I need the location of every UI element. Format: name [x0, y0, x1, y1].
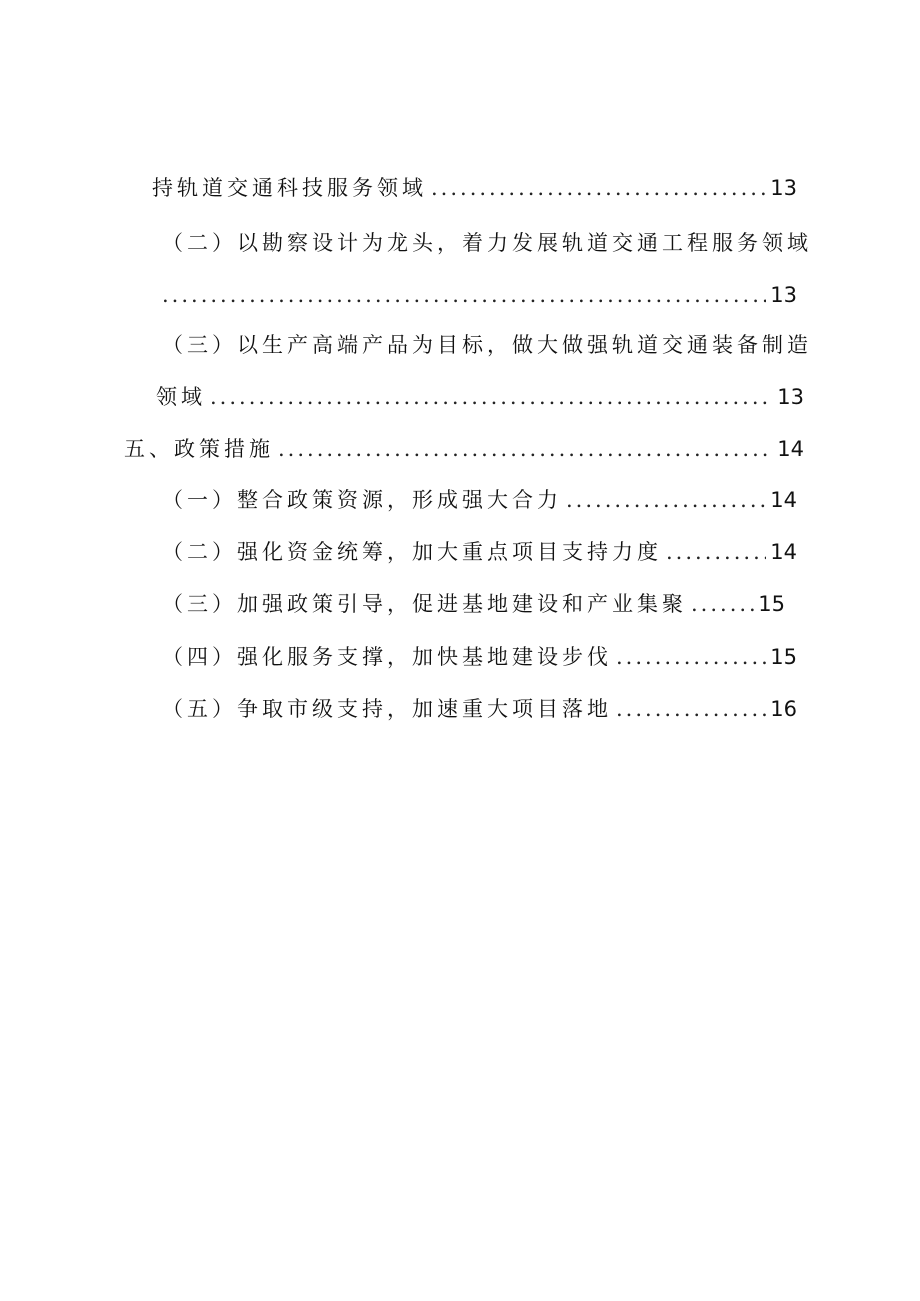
toc-leader-dots [616, 692, 766, 726]
toc-leader-dots [566, 483, 766, 517]
toc-entry-title: （二）以勘察设计为龙头，着力发展轨道交通工程服务领域 [162, 231, 812, 255]
toc-section-entry[interactable] [124, 432, 804, 466]
toc-page-number: 14 [777, 437, 804, 461]
toc-entry[interactable] [162, 328, 812, 362]
toc-entry-title: （五）争取市级支持，加速重大项目落地 [162, 697, 612, 721]
toc-leader-dots [616, 640, 766, 674]
toc-entry-title: 领域 [156, 385, 206, 409]
toc-entry[interactable] [162, 483, 797, 517]
toc-entry-title: 持轨道交通科技服务领域 [152, 176, 427, 200]
toc-leader-dots [210, 380, 773, 414]
toc-entry[interactable] [162, 640, 797, 674]
toc-entry-title: （二）强化资金统筹，加大重点项目支持力度 [162, 540, 662, 564]
toc-page-number: 14 [770, 540, 797, 564]
toc-entry[interactable] [162, 587, 785, 621]
toc-entry-title: 五、政策措施 [124, 437, 274, 461]
toc-page-number: 13 [770, 283, 797, 307]
toc-leader-dots [691, 587, 754, 621]
toc-entry-title: （一）整合政策资源，形成强大合力 [162, 488, 562, 512]
toc-leader-dots [162, 278, 766, 312]
toc-page-number: 15 [758, 592, 785, 616]
toc-entry[interactable] [162, 226, 812, 260]
toc-entry-continuation[interactable] [162, 278, 797, 312]
toc-entry[interactable] [162, 692, 797, 726]
toc-page-number: 14 [770, 488, 797, 512]
toc-page-number: 16 [770, 697, 797, 721]
toc-entry-title: （三）以生产高端产品为目标，做大做强轨道交通装备制造 [162, 333, 812, 357]
toc-leader-dots [278, 432, 773, 466]
toc-page-number: 13 [777, 385, 804, 409]
toc-entry-title: （三）加强政策引导，促进基地建设和产业集聚 [162, 592, 687, 616]
toc-entry-title: （四）强化服务支撑，加快基地建设步伐 [162, 645, 612, 669]
toc-leader-dots [431, 171, 766, 205]
toc-entry[interactable] [152, 171, 797, 205]
toc-leader-dots [666, 535, 766, 569]
toc-entry-continuation[interactable] [156, 380, 804, 414]
toc-entry[interactable] [162, 535, 797, 569]
toc-page-number: 13 [770, 176, 797, 200]
toc-page-number: 15 [770, 645, 797, 669]
